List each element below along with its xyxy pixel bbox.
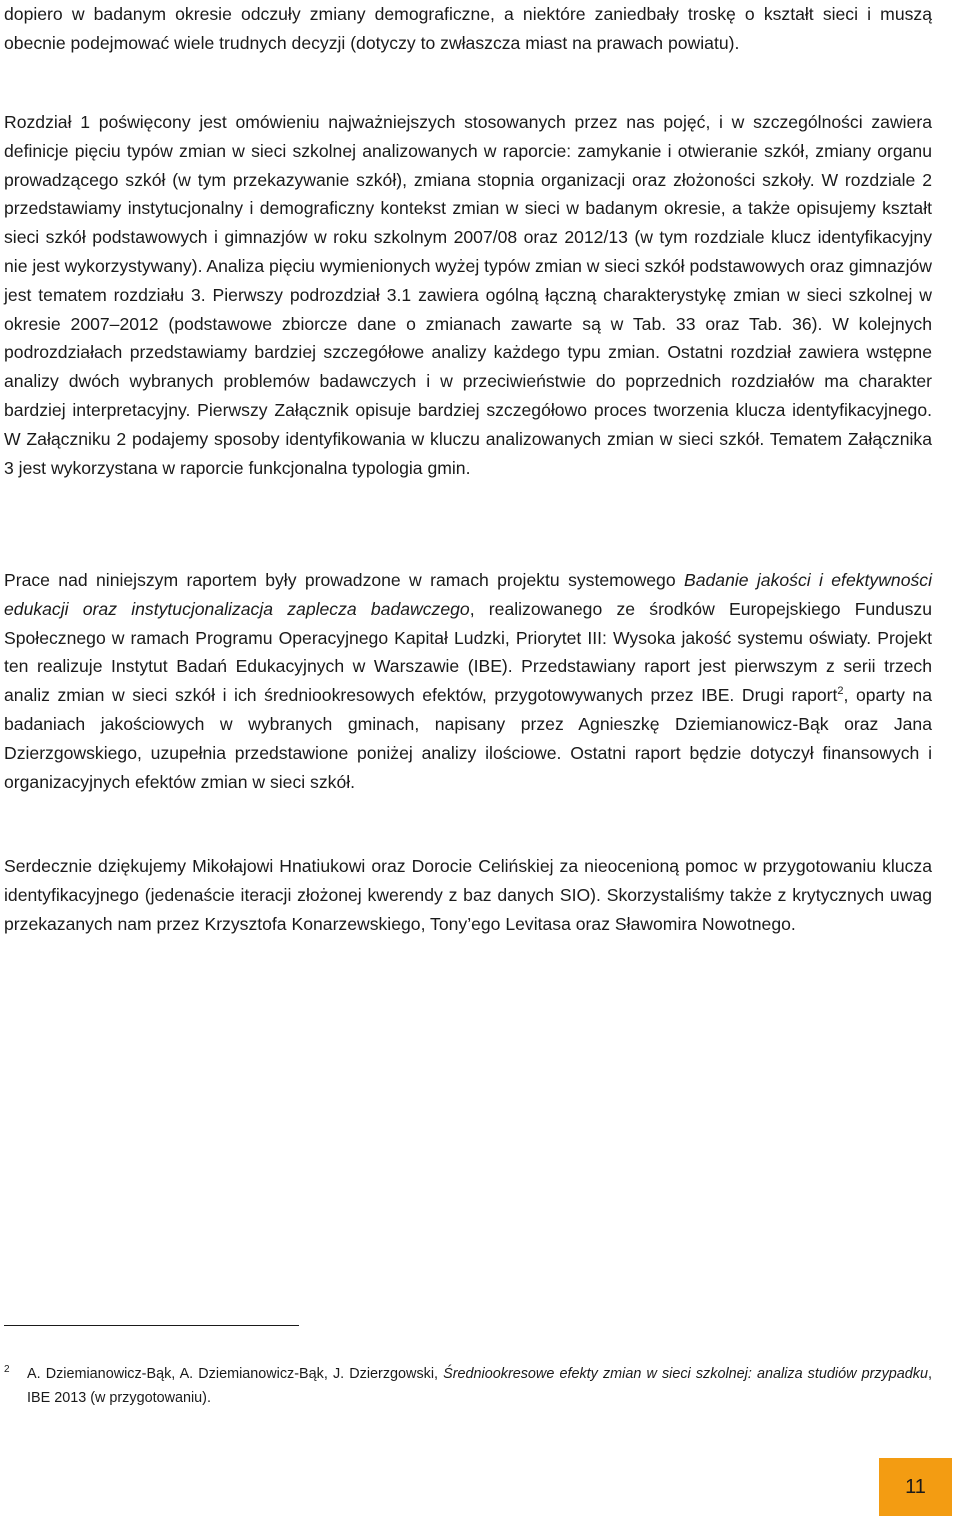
paragraph-acknowledgements: Serdecznie dziękujemy Mikołajowi Hnatiukowi oraz Dorocie Celińskiej za nieocenioną pomoc w przygotowaniu klucza identyfikacyjnego (jedenaście iteracji złożonej kwerendy z baz danych SIO). Skorzystaliśmy także z krytycznych uwag przekazanych nam przez Krzysztofa Konarzewskiego, Tony’ego Levitasa oraz Sławomira Nowotnego. — [4, 856, 932, 934]
footnote-text-a: A. Dziemianowicz-Bąk, A. Dziemianowicz-Bąk, J. Dzierzgowski, — [27, 1366, 444, 1382]
project-context-text-b: , realizowanego ze środków Europejskiego Funduszu Społecznego w ramach Programu Operacyjnego Kapitał Ludzki, Priorytet III: Wysoka jakość systemu oświaty. Projekt ten realizuje Instytut Badań Edukacyjnych w Warszawie (IBE). Przedstawiany raport jest pierwszym z serii trzech analiz zmian w sieci szkół i ich średniookresowych efektów, przygotowywanych przez IBE. Drugi raport — [4, 598, 932, 706]
paragraph-intro-continuation: dopiero w badanym okresie odczuły zmiany demograficzne, a niektóre zaniedbały troskę o kształt sieci i muszą obecnie podejmować wiele trudnych decyzji (dotyczy to zwłaszcza miast na prawach powiatu). — [4, 4, 932, 53]
footnote-text — [27, 1362, 932, 1410]
paragraph-project-context — [4, 566, 932, 796]
footnote-title-italic: Średniookresowe efekty zmian w sieci szkolnej: analiza studiów przypadku — [443, 1366, 928, 1382]
project-context-text-c: , oparty na badaniach jakościowych w wybranych gminach, napisany przez Agnieszkę Dziemianowicz-Bąk oraz Jana Dzierzgowskiego, uzupełnia przedstawione poniżej analizy ilościowe. Ostatni raport będzie dotyczył finansowych i organizacyjnych efektów zmian w sieci szkół. — [4, 685, 932, 792]
paragraph-chapter-overview: Rozdział 1 poświęcony jest omówieniu najważniejszych stosowanych przez nas pojęć, i w szczególności zawiera definicje pięciu typów zmian w sieci szkolnej analizowanych w raporcie: zamykanie i otwieranie szkół, zmiany organu prowadzącego szkół (w tym przekazywanie szkół), zmiana stopnia organizacji oraz złożoności szkoły. W rozdziale 2 przedstawiamy instytucjonalny i demograficzny kontekst zmian w sieci w badanym okresie, a także opisujemy kształt sieci szkół podstawowych i gimnazjów w roku szkolnym 2007/08 oraz 2012/13 (w tym rozdziale klucz identyfikacyjny nie jest wykorzystywany). Analiza pięciu wymienionych wyżej typów zmian w sieci szkół podstawowych oraz gimnazjów jest tematem rozdziału 3. Pierwszy podrozdział 3.1 zawiera ogólną łączną charakterystykę zmian w sieci szkolnej w okresie 2007–2012 (podstawowe zbiorcze dane o zmianach zawarte są w Tab. 33 oraz Tab. 36). W kolejnych podrozdziałach przedstawiamy bardziej szczegółowe analizy każdego typu zmian. Ostatni rozdział zawiera wstępne analizy dwóch wybranych problemów badawczych i w przeciwieństwie do poprzednich rozdziałów ma charakter bardziej interpretacyjny. Pierwszy Załącznik opisuje bardziej szczegółowo proces tworzenia klucza identyfikacyjnego. W Załączniku 2 podajemy sposoby identyfikowania w kluczu analizowanych zmian w sieci szkół. Tematem Załącznika 3 jest wykorzystana w raporcie funkcjonalna typologia gmin. — [4, 112, 932, 478]
page-number: 11 — [905, 1475, 926, 1498]
project-name-italic: Badanie jakości i efektywności edukacji oraz instytucjonalizacja zaplecza badawczego — [4, 570, 932, 619]
page-number-badge — [879, 1458, 952, 1516]
footnote-separator — [4, 1325, 299, 1326]
footnote — [4, 1362, 932, 1410]
footnote-mark: 2 — [4, 1364, 10, 1375]
footnote-text-b: , IBE 2013 (w przygotowaniu). — [27, 1366, 932, 1406]
footnote-reference[interactable]: 2 — [837, 685, 844, 698]
project-context-text-a: Prace nad niniejszym raportem były prowadzone w ramach projektu systemowego — [4, 570, 684, 590]
